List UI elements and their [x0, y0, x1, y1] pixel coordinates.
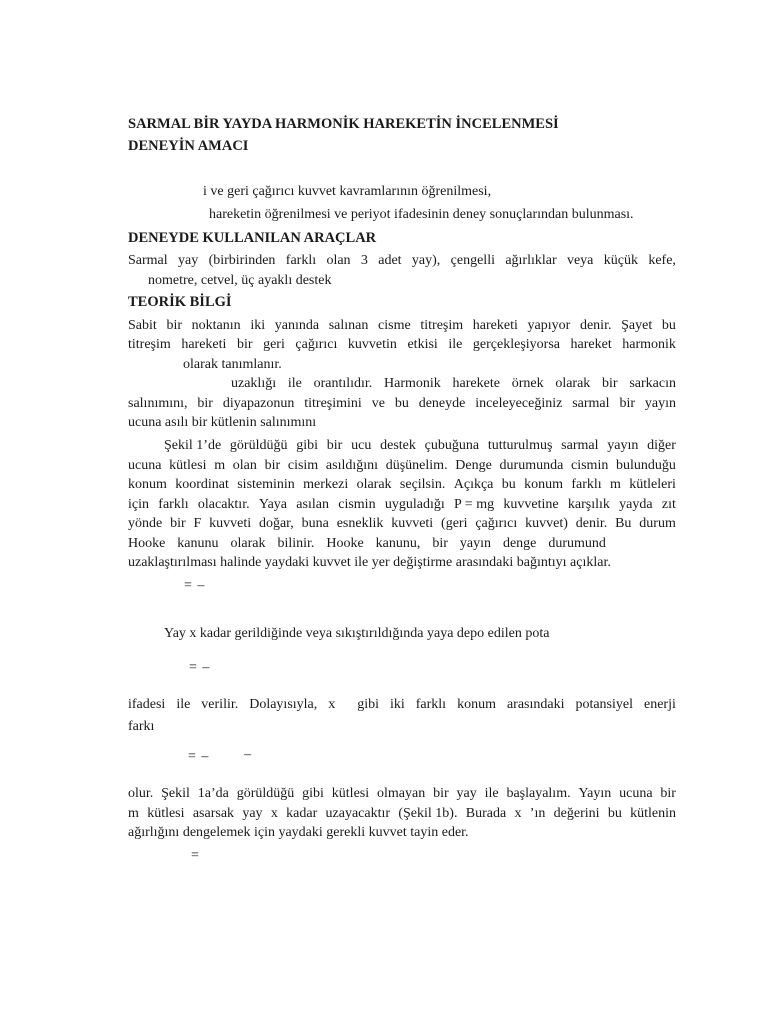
theory-text-line: [128, 395, 676, 413]
word: Açıkça: [453, 477, 494, 492]
word: yay),: [411, 253, 441, 268]
word: kuvveti: [209, 516, 252, 531]
word: çağırıcı: [475, 516, 518, 531]
word: kanunu: [177, 536, 219, 551]
word: konum: [524, 477, 563, 492]
word: sisteminin: [237, 477, 295, 492]
word: görüldüğü: [229, 438, 288, 453]
word: titreşim: [128, 337, 171, 352]
word: Sabit: [128, 318, 157, 333]
word: gibi: [296, 438, 319, 453]
word: iki: [389, 697, 405, 712]
theory-text-line: [128, 515, 676, 533]
theory-text-line: [128, 457, 676, 475]
word: 3: [360, 253, 368, 268]
section-heading-tools: DENEYDE KULLANILAN ARAÇLAR: [128, 230, 377, 246]
word: kadar: [286, 806, 318, 821]
theory-text-line: [231, 375, 676, 393]
word: sarkacın: [629, 376, 676, 391]
theory-text-line: [128, 336, 676, 354]
word: karşılık: [567, 497, 610, 512]
word: olan: [326, 253, 351, 268]
word: bir: [236, 337, 253, 352]
word: bir: [619, 396, 635, 411]
word: farklı: [158, 497, 189, 512]
equation-equilibrium: =: [191, 848, 200, 863]
word: bu: [394, 396, 409, 411]
word: ağırlıklar: [505, 253, 557, 268]
word: kütleleri: [629, 477, 676, 492]
word: diyapazonun: [222, 396, 295, 411]
theory-text-line: olarak tanımlanır.: [183, 357, 282, 372]
word: koordinat: [175, 477, 229, 492]
word: Denge: [455, 458, 492, 473]
equation-potential: = –: [189, 660, 211, 675]
word: F: [193, 516, 202, 531]
word: bir: [326, 438, 343, 453]
word: gibi: [302, 786, 324, 801]
word: yayın: [459, 536, 491, 551]
word: uzayacaktır: [325, 806, 391, 821]
word: esneklik: [336, 516, 384, 531]
word: ucuna: [619, 786, 653, 801]
word: arasındaki: [506, 697, 565, 712]
equation-minus-sign: –: [244, 747, 252, 762]
word: olur.: [128, 786, 154, 801]
word: verilir.: [201, 697, 239, 712]
word: merkezi: [303, 477, 349, 492]
document-title: SARMAL BİR YAYDA HARMONİK HAREKETİN İNCELENMESİ: [128, 116, 559, 132]
word: durum: [639, 516, 676, 531]
word: durumunda: [499, 458, 564, 473]
theory-text-line: [128, 535, 606, 553]
word: tutturulmuş: [487, 438, 553, 453]
word: konum: [457, 697, 496, 712]
word: (birbirinden: [208, 253, 276, 268]
word: farklı: [285, 253, 317, 268]
word: Burada: [465, 806, 507, 821]
word: Şayet: [621, 318, 653, 333]
word: küçük: [603, 253, 638, 268]
word: yönde: [128, 516, 163, 531]
word: Yayın: [578, 786, 612, 801]
word: kütlenin: [630, 806, 676, 821]
word: ile: [287, 376, 302, 391]
word: buna: [301, 516, 329, 531]
word: bir: [660, 786, 676, 801]
word: çengelli: [450, 253, 495, 268]
word: m: [610, 477, 621, 492]
word: ucuna: [128, 458, 162, 473]
word: yayın: [644, 396, 676, 411]
word: seçilsin.: [399, 477, 446, 492]
word: örnek: [511, 376, 544, 391]
word: noktanın: [191, 318, 241, 333]
word: adet: [378, 253, 402, 268]
word: denge: [502, 536, 537, 551]
word: kütlesi: [331, 786, 370, 801]
word: geri: [263, 337, 285, 352]
tools-text-line: [128, 252, 676, 270]
word: durumund: [548, 536, 606, 551]
word: kefe,: [648, 253, 676, 268]
word: Hooke: [326, 536, 364, 551]
word: uzaklığı: [231, 376, 277, 391]
theory-text-line: uzaklaştırılması halinde yaydaki kuvvet ile yer değiştirme arasındaki bağıntıyı açıklar.: [128, 555, 611, 570]
theory-text-line: [164, 437, 676, 455]
word: x: [514, 806, 522, 821]
word: denir.: [579, 318, 612, 333]
word: gerçekleşiyorsa: [472, 337, 560, 352]
word: yay: [456, 786, 477, 801]
word: m: [214, 458, 226, 473]
word: olarak: [230, 536, 266, 551]
word: iki: [250, 318, 266, 333]
equation-potential-difference: = –: [188, 749, 210, 764]
word: hareket: [570, 337, 612, 352]
word: asarsak: [192, 806, 235, 821]
word: Şekil 1’de: [164, 438, 222, 453]
word: salınan: [328, 318, 369, 333]
word: bir: [433, 786, 449, 801]
word: yanında: [274, 318, 320, 333]
word: gibi: [357, 697, 379, 712]
word: P = mg: [454, 497, 495, 512]
theory-text-line: Yay x kadar gerildiğinde veya sıkıştırıldığında yaya depo edilen pota: [164, 626, 550, 641]
word: cisme: [378, 318, 411, 333]
word: ’ın: [529, 806, 546, 821]
word: enerji: [643, 697, 676, 712]
word: (geri: [441, 516, 468, 531]
word: kuvvetine: [503, 497, 559, 512]
word: yayda: [619, 497, 653, 512]
word: yay: [242, 806, 263, 821]
word: Sarmal: [128, 253, 168, 268]
word: başlayalım.: [506, 786, 571, 801]
word: için: [128, 497, 149, 512]
theory-text-line: [128, 785, 676, 803]
word: 1a’da: [197, 786, 229, 801]
aim-text-line: hareketin öğrenilmesi ve periyot ifadesinin deney sonuçlarından bulunması.: [209, 207, 634, 222]
word: inceleyeceğiniz: [475, 396, 563, 411]
word: bir: [170, 516, 186, 531]
word: Hooke: [128, 536, 166, 551]
word: sarmal: [561, 438, 599, 453]
word: x: [270, 806, 278, 821]
word: cisim: [287, 458, 319, 473]
word: kuvvet): [525, 516, 568, 531]
word: olan: [232, 458, 257, 473]
word: kuvveti: [391, 516, 434, 531]
word: kütlesi: [169, 458, 207, 473]
word: konum: [128, 477, 167, 492]
word: orantılıdır.: [313, 376, 373, 391]
word: bir: [264, 458, 281, 473]
word: denir.: [575, 516, 608, 531]
word: asılan: [296, 497, 329, 512]
word: x: [328, 697, 336, 712]
word: salınımını,: [128, 396, 188, 411]
word: ucu: [351, 438, 372, 453]
theory-text-line: [128, 496, 676, 514]
word: etkisi: [407, 337, 438, 352]
word: ile: [176, 697, 191, 712]
theory-text-line: [128, 696, 676, 714]
word: ile: [448, 337, 463, 352]
word: potansiyel: [575, 697, 633, 712]
word: hareketi: [472, 318, 518, 333]
word: m: [128, 806, 139, 821]
word: yapıyor: [527, 318, 571, 333]
theory-text-line: farkı: [128, 719, 155, 734]
word: bir: [432, 536, 448, 551]
word: bu: [607, 806, 622, 821]
word: harmonik: [622, 337, 676, 352]
word: Dolayısıyla,: [249, 697, 318, 712]
word: titreşimini: [304, 396, 362, 411]
word: olacaktır.: [197, 497, 250, 512]
theory-text-line: ucuna asılı bir kütlenin salınımını: [128, 415, 317, 430]
word: bilinir.: [277, 536, 315, 551]
word: olarak: [356, 477, 392, 492]
word: bu: [661, 318, 676, 333]
theory-text-line: [128, 317, 676, 335]
word: Şekil: [161, 786, 190, 801]
word: harekete: [452, 376, 500, 391]
word: titreşim: [420, 318, 464, 333]
word: doğar,: [258, 516, 294, 531]
word: Bu: [615, 516, 632, 531]
word: bir: [602, 376, 618, 391]
word: olarak: [555, 376, 591, 391]
word: veya: [566, 253, 594, 268]
word: zıt: [661, 497, 676, 512]
word: bu: [501, 477, 516, 492]
word: farklı: [571, 477, 602, 492]
word: olmayan: [377, 786, 426, 801]
word: Yaya: [258, 497, 288, 512]
word: kütlesi: [147, 806, 185, 821]
word: deneyde: [418, 396, 466, 411]
word: düşünelim.: [385, 458, 448, 473]
word: (Şekil 1b).: [398, 806, 458, 821]
word: asıldığını: [325, 458, 379, 473]
word: kanunu,: [375, 536, 421, 551]
tools-text-line: nometre, cetvel, üç ayaklı destek: [148, 273, 332, 288]
word: cismin: [338, 497, 376, 512]
theory-text-line: ağırlığını dengelemek için yaydaki gerekli kuvvet tayin eder.: [128, 825, 469, 840]
section-heading-theory: TEORİK BİLGİ: [128, 294, 232, 310]
word: değerini: [553, 806, 600, 821]
word: diğer: [647, 438, 676, 453]
word: çağırıcı: [295, 337, 338, 352]
word: hareketi: [181, 337, 227, 352]
word: yay: [178, 253, 199, 268]
word: bir: [166, 318, 182, 333]
word: yayın: [607, 438, 639, 453]
section-heading-aim: DENEYİN AMACI: [128, 138, 249, 154]
aim-text-line: i ve geri çağırıcı kuvvet kavramlarının öğrenilmesi,: [203, 184, 492, 199]
word: Harmonik: [384, 376, 441, 391]
word: ile: [484, 786, 499, 801]
word: sarmal: [572, 396, 610, 411]
word: destek: [380, 438, 416, 453]
word: ve: [371, 396, 385, 411]
word: bir: [197, 396, 213, 411]
word: farklı: [415, 697, 447, 712]
word: görüldüğü: [236, 786, 295, 801]
word: ifadesi: [128, 697, 166, 712]
word: uyguladığı: [384, 497, 445, 512]
theory-text-line: [128, 476, 676, 494]
theory-text-line: [128, 805, 676, 823]
word: cismin: [571, 458, 609, 473]
equation-hooke: = –: [184, 578, 206, 593]
word: bulunduğu: [616, 458, 676, 473]
word: kuvvetin: [347, 337, 397, 352]
word: çubuğuna: [424, 438, 480, 453]
